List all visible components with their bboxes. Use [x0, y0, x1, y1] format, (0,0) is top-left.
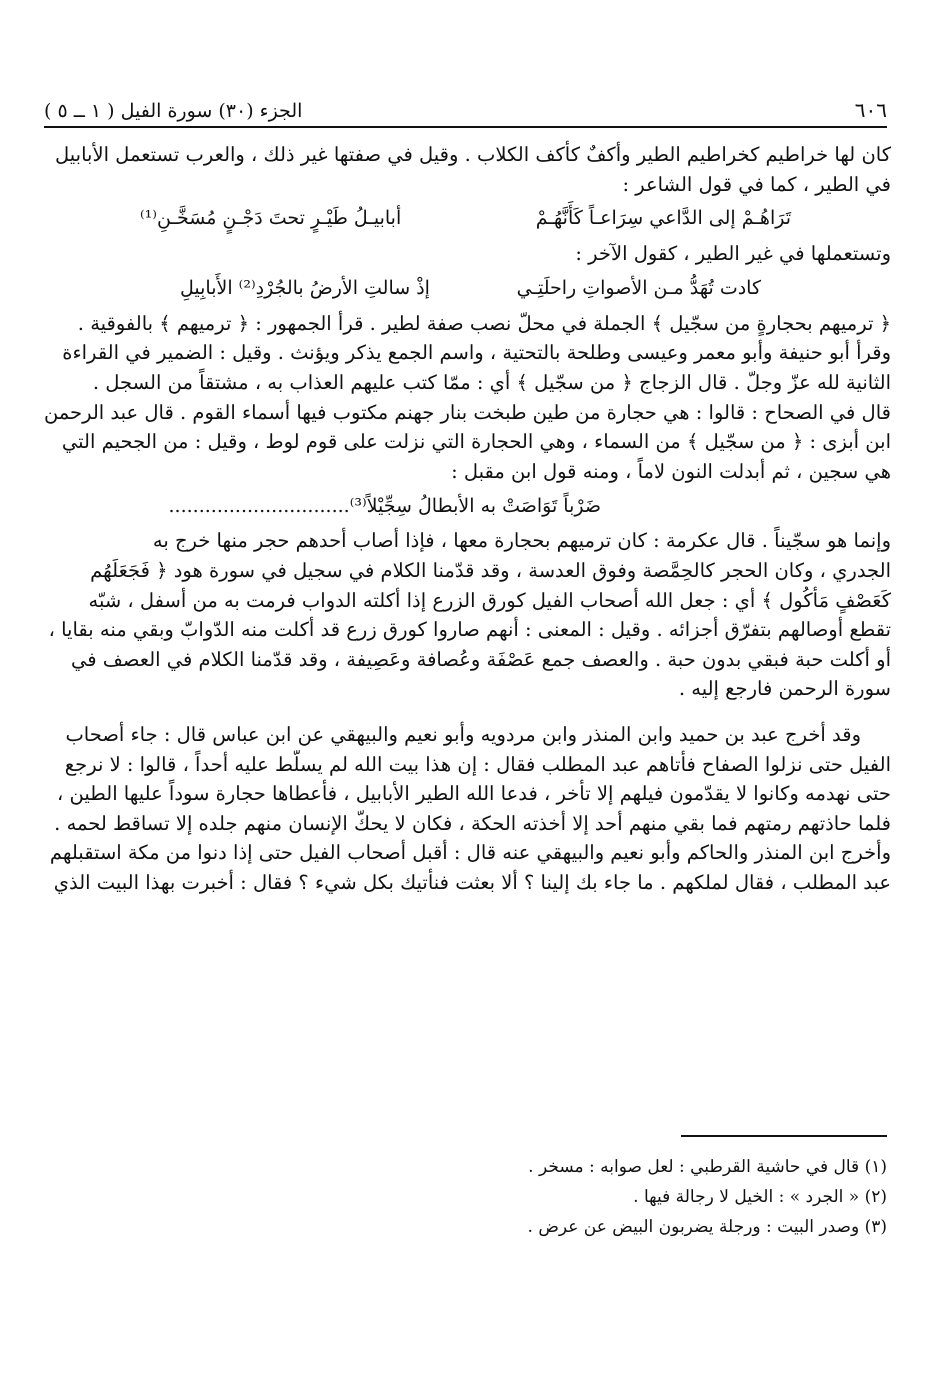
text-line: ابن أبزى : ﴿ من سجّيل ﴾ من السماء ، وهي الحجارة التي نزلت على قوم لوط ، وقيل : من الجحيم التي: [61, 430, 891, 454]
text-line: سورة الرحمن فارجع إليه .: [678, 677, 891, 701]
verse-first-hemistich: كادت تُهَدُّ مـن الأصواتِ راحلَتِـي: [516, 276, 761, 299]
text-line: وإنما هو سجّيناً . قال عكرمة : كان ترميهم بحجارة معها ، فإذا أصاب أحدهم حجر منها خرج به: [152, 529, 891, 553]
text-line: وقد أخرج عبد بن حميد وابن المنذر وابن مردويه وأبو نعيم والبيهقي عن ابن عباس قال : جاء أصحاب: [65, 722, 861, 746]
verse-first-hemistich: تَرَاهُـمْ إلى الدَّاعي سِرَاعـاً كَأَنَّهُـمْ: [535, 207, 791, 230]
verse-second-hemistich: إذْ سالتِ الأرضُ بالجُرْدِ⁽²⁾ الأَبابِيلِ: [180, 276, 430, 299]
verse-first-hemistich: ضَرْباً تَوَاصَتْ به الأبطالُ سِجِّيْلاً⁽³⁾: [349, 494, 601, 517]
text-line: الثانية لله عزّ وجلّ . قال الزجاج ﴿ من سجّيل ﴾ أي : ممّا كتب عليهم العذاب به ، مشتقاً من السجل .: [92, 370, 891, 394]
page-header: [44, 88, 887, 128]
verse-second-hemistich: أبابيـلُ طَيْـرٍ تحتَ دَجْـنٍ مُسَخَّـنِ⁽¹⁾: [140, 207, 402, 230]
running-title: الجزء (٣٠) سورة الفيل ( ١ ــ ٥ ): [44, 100, 303, 122]
verse-second-hemistich: ..............................: [168, 494, 350, 517]
text-line: قال في الصحاح : قالوا : هي حجارة من طين طبخت بنار جهنم مكتوب فيها أسماء القوم . قال عبد الرحمن: [43, 400, 891, 424]
text-line: ﴿ ترميهم بحجارةٍ من سجّيل ﴾ الجملة في محلّ نصب صفة لطير . قرأ الجمهور : ﴿ ترميهم ﴾ بالفوقية .: [77, 311, 891, 335]
text-line: كان لها خراطيم كخراطيم الطير وأكفٌ كأكف الكلاب . وقيل في صفتها غير ذلك ، والعرب تستعمل الأبابيل: [55, 143, 891, 166]
page-number: ٦٠٦: [854, 98, 887, 122]
paragraph-gap: [40, 704, 891, 720]
text-line: كَعَصْفٍ مَأْكُول ﴾ أي : جعل الله أصحاب الفيل كورق الزرع إذا أكلته الدواب فرمت به من أسفل ، شبّه: [88, 588, 891, 612]
text-line: هي سجين ، ثم أبدلت النون لاماً ، ومنه قول ابن مقبل :: [451, 459, 891, 483]
text-line: الفيل حتى نزلوا الصفاح فأتاهم عبد المطلب فقال : إن هذا بيت الله لم يسلّط عليه أحداً ، قالوا : لا نرجع: [64, 752, 891, 776]
poetry-verse: [40, 486, 891, 526]
footnote-2: (٢) « الجرد » : الخيل لا رجالة فيها .: [633, 1187, 887, 1207]
poetry-verse: [40, 269, 891, 309]
main-text: [40, 140, 891, 897]
text-line: الجدري ، وكان الحجر كالحِمَّصة وفوق العدسة ، وقد قدّمنا الكلام في سجيل في سورة هود ﴿ فَجَعَلَهُم: [90, 558, 891, 582]
text-line: تقطع أوصالهم بتفرّق أجزائه . وقيل : المعنى : أنهم صاروا كورق زرع قد أكلت منه الدّوابّ وبقي منه بقايا ،: [48, 618, 891, 642]
text-line: وتستعملها في غير الطير ، كقول الآخر :: [575, 242, 891, 266]
text-line: في الطير ، كما في قول الشاعر :: [622, 172, 891, 196]
text-line: أو أكلت حبة فبقي بدون حبة . والعصف جمع عَصْفَة وعُصافة وعَصِيفة ، وقد قدّمنا الكلام في العصف في: [70, 647, 891, 671]
text-line: عبد المطلب ، فقال لملكهم . ما جاء بك إلينا ؟ ألا بعثت فنأتيك بكل شيء ؟ فقال : أخبرت بهذا البيت الذي: [53, 870, 891, 894]
footnote-separator: [681, 1135, 887, 1137]
text-line: وأخرج ابن المنذر والحاكم وأبو نعيم والبيهقي عنه قال : أقبل أصحاب الفيل حتى إذا دنوا من مكة استقبلهم: [49, 841, 891, 865]
footnote-3: (٣) وصدر البيت : ورجلة يضربون البيض عن عرض .: [527, 1217, 887, 1237]
footnote-1: (١) قال في حاشية القرطبي : لعل صوابه : مسخر .: [528, 1157, 887, 1177]
text-line: حتى نهدمه وكانوا لا يقدّمون فيلهم إلا تأخر ، فدعا الله الطير الأبابيل ، فأعطاها حجارة سوداً عليها الطين ،: [57, 782, 891, 806]
footnotes: [44, 1152, 887, 1242]
poetry-verse: [40, 199, 891, 239]
text-line: فلما حاذتهم رمتهم فما بقي منهم أحد إلا أخذته الحكة ، فكان لا يحكّ الإنسان منهم جلده إلا تساقط لحمه .: [54, 811, 891, 835]
text-line: وقرأ أبو حنيفة وأبو معمر وعيسى وطلحة بالتحتية ، واسم الجمع يذكر ويؤنث . وقيل : الضمير في القراءة: [62, 341, 891, 365]
